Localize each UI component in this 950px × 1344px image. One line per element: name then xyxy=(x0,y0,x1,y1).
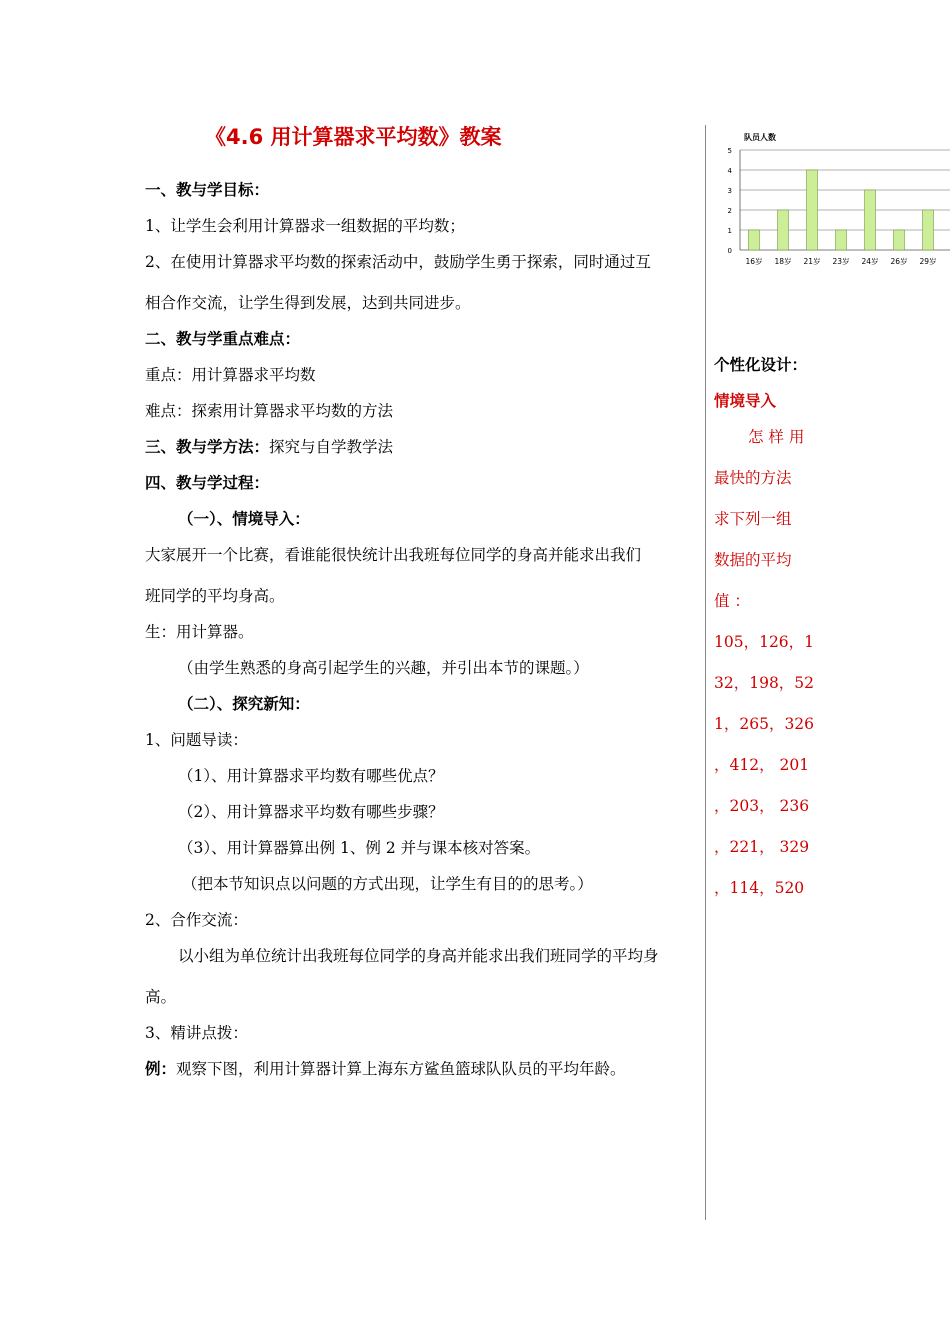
question-1: （1）、用计算器求平均数有哪些优点？ xyxy=(178,767,444,785)
sidebar-line-9: ，412， 201 xyxy=(714,756,810,774)
y-tick-label: 2 xyxy=(727,207,732,215)
age-bar-chart xyxy=(712,128,950,278)
section-3-body: 探究与自学教学法 xyxy=(269,438,394,456)
question-heading: 1、问题导读： xyxy=(145,731,248,749)
y-tick-label: 3 xyxy=(727,187,732,195)
sidebar-line-2: 最快的方法 xyxy=(714,469,792,487)
cooperation-line-1: 以小组为单位统计出我班每位同学的身高并能求出我们班同学的平均身 xyxy=(178,947,659,965)
part-1-line-1: 大家展开一个比赛，看谁能很快统计出我班每位同学的身高并能求出我们 xyxy=(145,546,642,564)
question-note: （把本节知识点以问题的方式出现，让学生有目的的思考。） xyxy=(182,875,593,893)
key-point: 重点：用计算器求平均数 xyxy=(145,366,316,384)
bar-24岁 xyxy=(865,190,876,250)
bar-16岁 xyxy=(749,230,760,250)
x-tick-label: 29岁 xyxy=(919,257,937,266)
part-1-line-2: 班同学的平均身高。 xyxy=(145,587,285,605)
sidebar-line-10: ，203， 236 xyxy=(714,797,810,815)
x-tick-label: 23岁 xyxy=(832,257,850,266)
column-divider xyxy=(705,125,706,1220)
difficult-point: 难点：探索用计算器求平均数的方法 xyxy=(145,402,394,420)
x-tick-label: 26岁 xyxy=(890,257,908,266)
x-tick-label: 24岁 xyxy=(861,257,879,266)
sidebar-line-6: 105，126，1 xyxy=(714,633,815,651)
section-2-heading: 二、教与学重点难点： xyxy=(145,330,301,348)
sidebar-line-12: ，114，520 xyxy=(714,879,805,897)
y-tick-label: 1 xyxy=(727,227,732,235)
y-tick-label: 4 xyxy=(727,167,732,175)
sidebar-line-11: ，221， 329 xyxy=(714,838,810,856)
sidebar-line-3: 求下列一组 xyxy=(714,510,792,528)
goal-1: 1、让学生会利用计算器求一组数据的平均数； xyxy=(145,217,465,235)
bar-18岁 xyxy=(778,210,789,250)
bar-29岁 xyxy=(923,210,934,250)
bar-26岁 xyxy=(894,230,905,250)
sidebar-line-7: 32，198，52 xyxy=(714,674,815,692)
cooperation-line-2: 高。 xyxy=(145,988,177,1006)
section-3 xyxy=(145,435,393,457)
question-3: （3）、用计算器算出例 1、例 2 并与课本核对答案。 xyxy=(178,839,541,857)
sidebar-subheading: 情境导入 xyxy=(714,392,777,410)
part-1-heading: （一）、情境导入： xyxy=(178,510,310,528)
x-tick-label: 21岁 xyxy=(803,257,821,266)
section-3-heading: 三、教与学方法： xyxy=(145,438,270,456)
sidebar-heading: 个性化设计： xyxy=(714,356,808,374)
sidebar-line-4: 数据的平均 xyxy=(714,551,792,569)
sidebar-line-1: 怎 样 用 xyxy=(748,428,805,446)
part-2-heading: （二）、探究新知： xyxy=(178,695,310,713)
example xyxy=(145,1057,626,1079)
y-tick-label: 0 xyxy=(727,247,732,255)
sidebar-line-8: 1，265，326 xyxy=(714,715,815,733)
goal-2-line-1: 2、在使用计算器求平均数的探索活动中，鼓励学生勇于探索，同时通过互 xyxy=(145,253,651,271)
bar-21岁 xyxy=(807,170,818,250)
x-tick-label: 16岁 xyxy=(745,257,763,266)
example-label: 例： xyxy=(145,1060,177,1078)
cooperation-heading: 2、合作交流： xyxy=(145,911,248,929)
part-1-note: （由学生熟悉的身高引起学生的兴趣，并引出本节的课题。） xyxy=(178,659,589,677)
example-body: 观察下图，利用计算器计算上海东方鲨鱼篮球队队员的平均年龄。 xyxy=(176,1060,626,1078)
chart-x-ticks xyxy=(745,256,950,266)
explain-heading: 3、精讲点拨： xyxy=(145,1024,248,1042)
goal-2-line-2: 相合作交流，让学生得到发展，达到共同进步。 xyxy=(145,294,471,312)
part-1-line-3: 生：用计算器。 xyxy=(145,623,254,641)
question-2: （2）、用计算器求平均数有哪些步骤？ xyxy=(178,803,444,821)
page-title: 《4.6 用计算器求平均数》教案 xyxy=(205,125,502,149)
chart-y-ticks xyxy=(728,147,733,255)
sidebar-line-5: 值 ： xyxy=(714,592,750,610)
section-1-heading: 一、教与学目标： xyxy=(145,181,270,199)
y-tick-label: 5 xyxy=(727,147,732,155)
chart-title: 队员人数 xyxy=(744,133,776,142)
bar-23岁 xyxy=(836,230,847,250)
x-tick-label: 18岁 xyxy=(774,257,792,266)
section-4-heading: 四、教与学过程： xyxy=(145,474,270,492)
